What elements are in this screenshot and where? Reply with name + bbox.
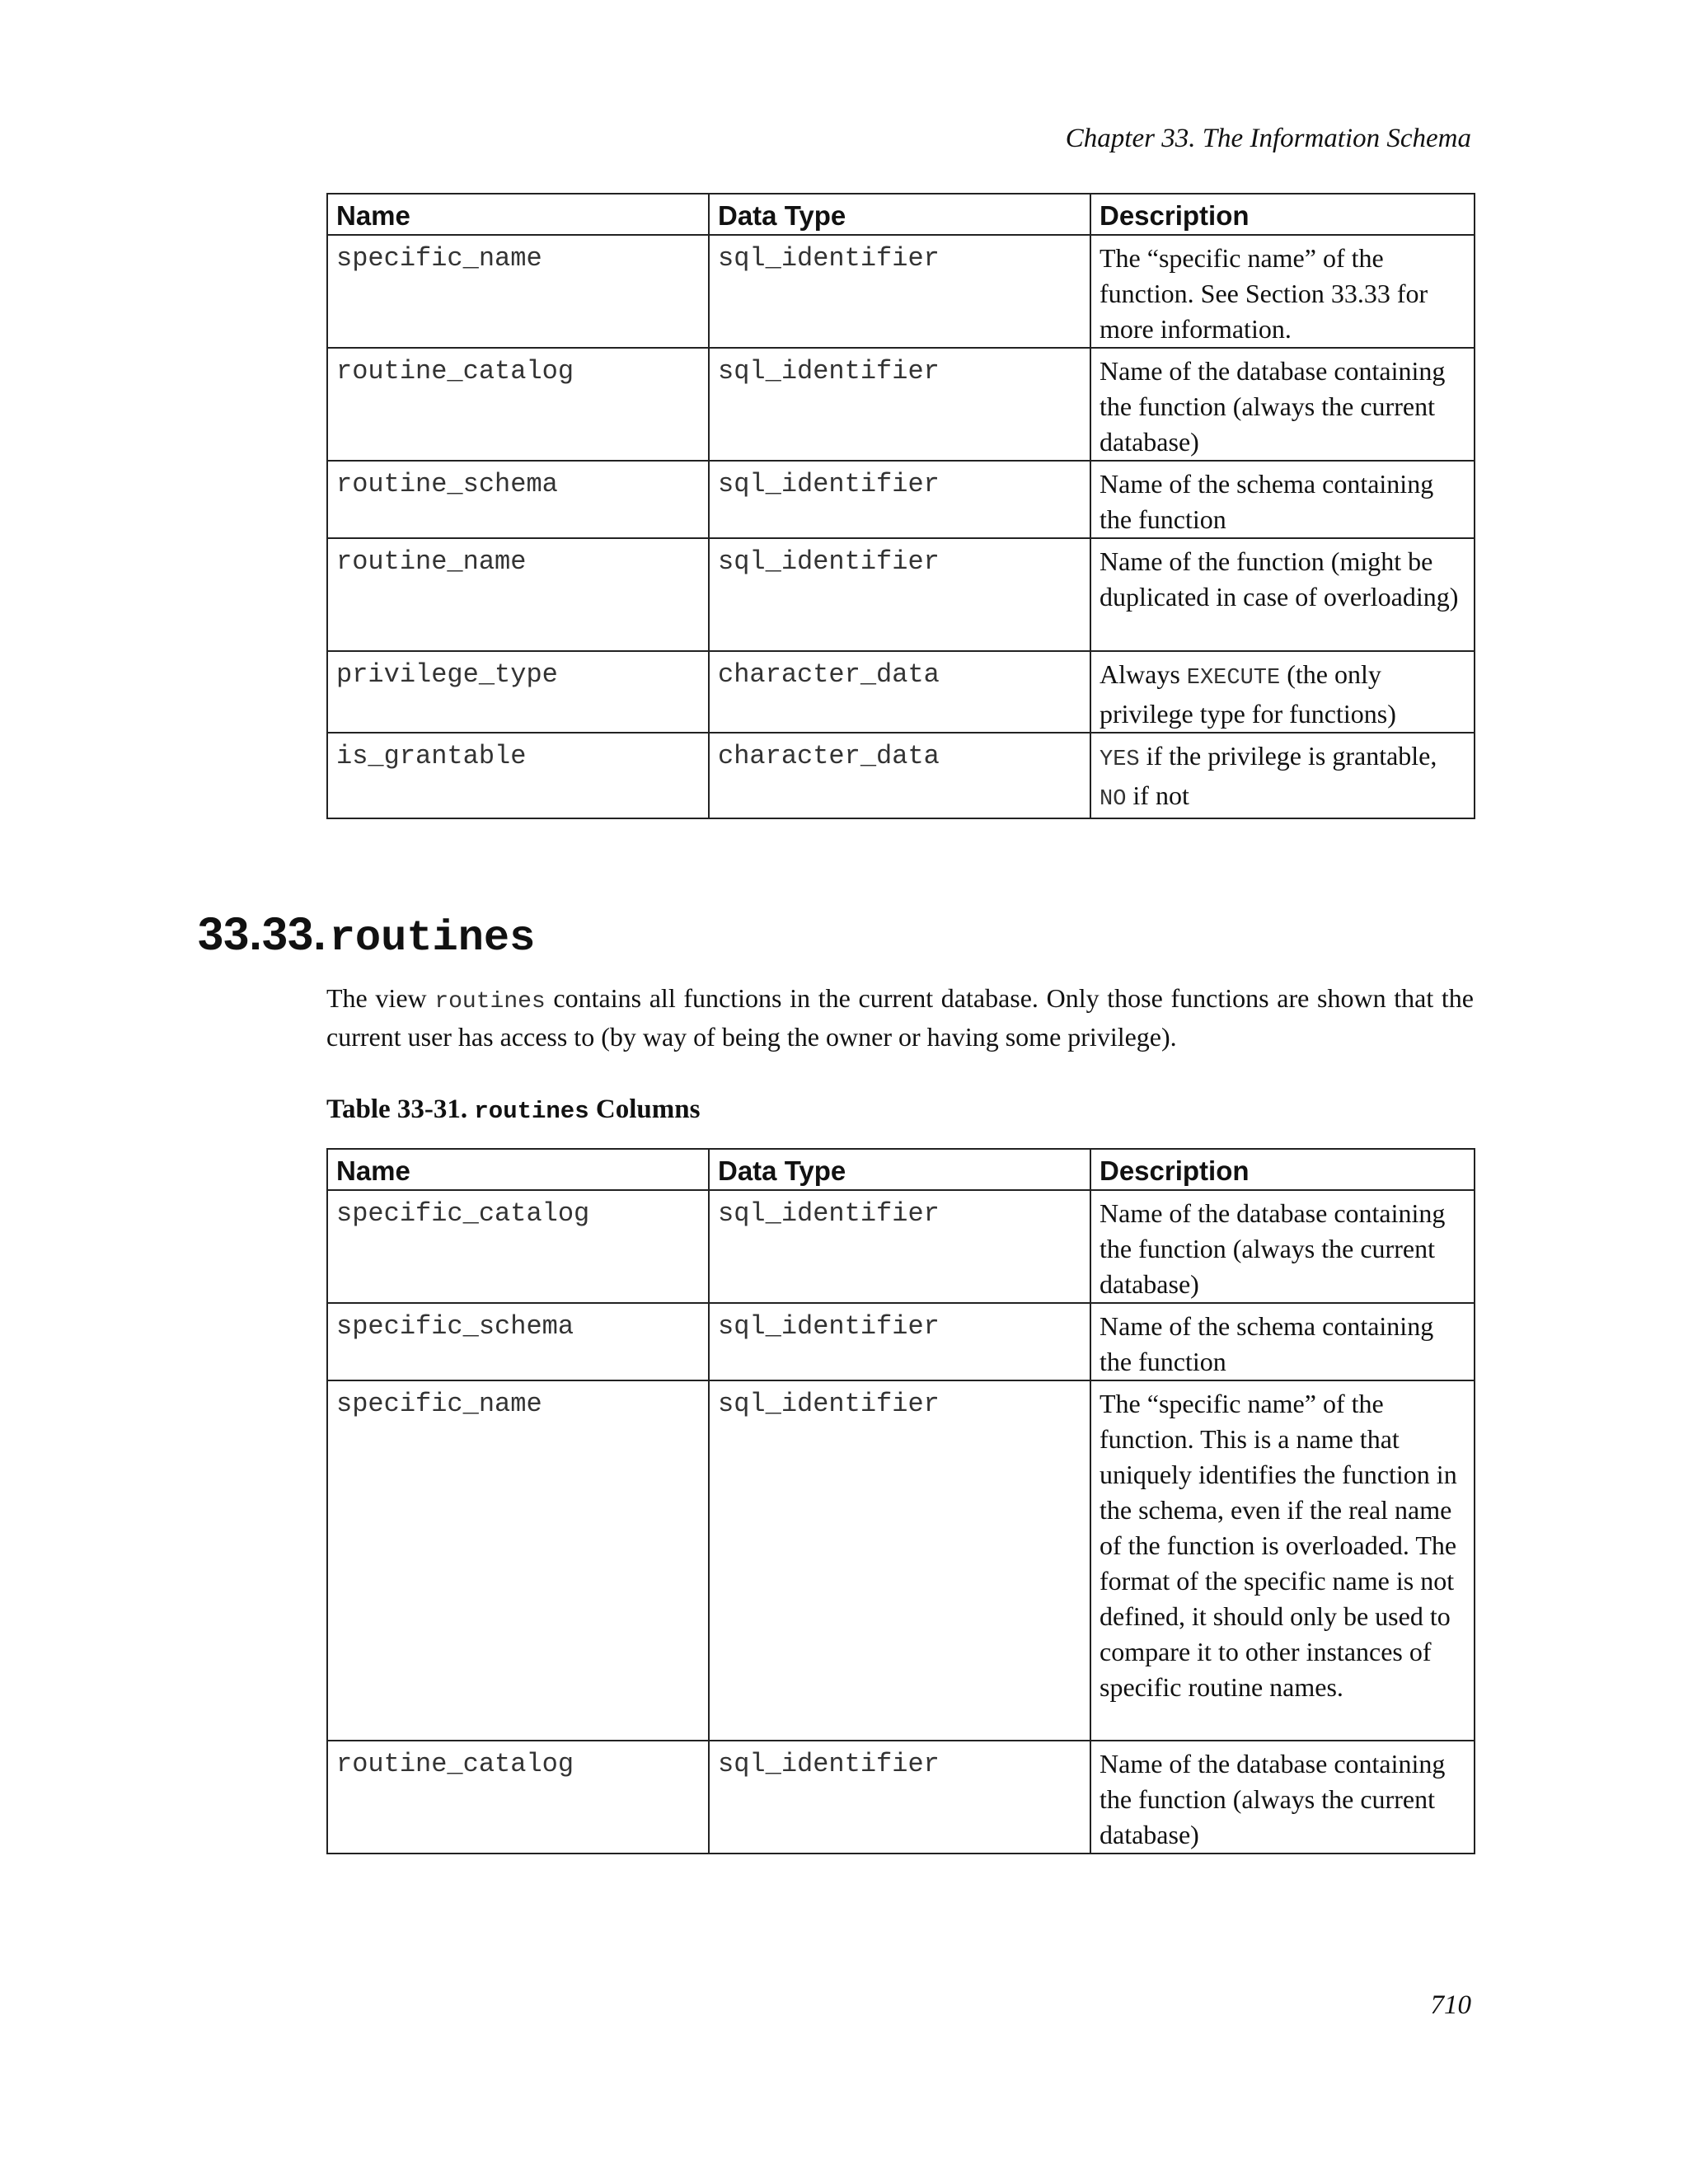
column-description: The “specific name” of the function. This is a name that uniquely identifies the function in the schema, even if the real name of the function is overloaded. The format of the specific name is not defined, it should only be used to compare it to other instances of specific routine names.	[1090, 1380, 1475, 1741]
column-name: routine_schema	[327, 461, 709, 538]
column-header-data-type: Data Type	[709, 1149, 1090, 1190]
column-name: is_grantable	[327, 733, 709, 818]
table-row	[327, 461, 1475, 538]
column-description	[1090, 651, 1475, 733]
page-number: 710	[1430, 1990, 1471, 2020]
intro-text: contains all functions in the current database. Only those functions are shown that the current user has access to (by way of being the owner or having some privilege).	[326, 983, 1475, 1052]
routines-table	[326, 1148, 1475, 1854]
table-row	[327, 1303, 1475, 1380]
table-header-row	[327, 194, 1475, 235]
column-description: The “specific name” of the function. See Section 33.33 for more information.	[1090, 235, 1475, 348]
column-type: sql_identifier	[709, 348, 1090, 461]
intro-text: The view	[326, 983, 435, 1013]
column-type: character_data	[709, 733, 1090, 818]
column-type: sql_identifier	[709, 1190, 1090, 1303]
section-number: 33.33.	[198, 907, 326, 959]
column-header-description: Description	[1090, 194, 1475, 235]
column-type: sql_identifier	[709, 1741, 1090, 1854]
column-type: sql_identifier	[709, 461, 1090, 538]
column-description: Name of the schema containing the function	[1090, 461, 1475, 538]
section-name: routines	[329, 914, 536, 963]
table-row	[327, 235, 1475, 348]
table-header-row	[327, 1149, 1475, 1190]
table-row	[327, 538, 1475, 651]
caption-code: routines	[474, 1098, 589, 1125]
section-heading	[198, 907, 535, 963]
column-name: specific_schema	[327, 1303, 709, 1380]
column-type: sql_identifier	[709, 1303, 1090, 1380]
caption-prefix: Table 33-31.	[326, 1094, 475, 1124]
column-header-description: Description	[1090, 1149, 1475, 1190]
table-row	[327, 733, 1475, 818]
privileges-table	[326, 193, 1475, 819]
desc-text: (the only privilege type for functions)	[1100, 659, 1396, 729]
desc-code: NO	[1100, 787, 1127, 812]
column-description: Name of the function (might be duplicated in case of overloading)	[1090, 538, 1475, 651]
column-description	[1090, 733, 1475, 818]
column-header-name: Name	[327, 1149, 709, 1190]
table-row	[327, 348, 1475, 461]
caption-suffix: Columns	[588, 1094, 701, 1124]
desc-code: EXECUTE	[1186, 666, 1281, 691]
column-name: specific_name	[327, 235, 709, 348]
column-name: routine_catalog	[327, 1741, 709, 1854]
column-name: specific_catalog	[327, 1190, 709, 1303]
column-description: Name of the database containing the function (always the current database)	[1090, 1741, 1475, 1854]
intro-code: routines	[434, 989, 546, 1015]
column-header-name: Name	[327, 194, 709, 235]
column-type: sql_identifier	[709, 235, 1090, 348]
column-header-data-type: Data Type	[709, 194, 1090, 235]
table-row	[327, 1190, 1475, 1303]
table-row	[327, 651, 1475, 733]
section-intro	[326, 981, 1474, 1055]
desc-text: Always	[1100, 659, 1187, 689]
table-row	[327, 1741, 1475, 1854]
table-row	[327, 1380, 1475, 1741]
column-name: specific_name	[327, 1380, 709, 1741]
desc-text: if not	[1126, 780, 1189, 810]
desc-code: YES	[1100, 748, 1140, 772]
column-name: routine_name	[327, 538, 709, 651]
desc-text: if the privilege is grantable,	[1139, 741, 1437, 771]
column-name: privilege_type	[327, 651, 709, 733]
column-description: Name of the database containing the function (always the current database)	[1090, 348, 1475, 461]
column-type: character_data	[709, 651, 1090, 733]
table-caption	[326, 1094, 700, 1125]
running-header: Chapter 33. The Information Schema	[1065, 124, 1471, 153]
column-type: sql_identifier	[709, 1380, 1090, 1741]
column-type: sql_identifier	[709, 538, 1090, 651]
column-name: routine_catalog	[327, 348, 709, 461]
column-description: Name of the schema containing the function	[1090, 1303, 1475, 1380]
column-description: Name of the database containing the function (always the current database)	[1090, 1190, 1475, 1303]
